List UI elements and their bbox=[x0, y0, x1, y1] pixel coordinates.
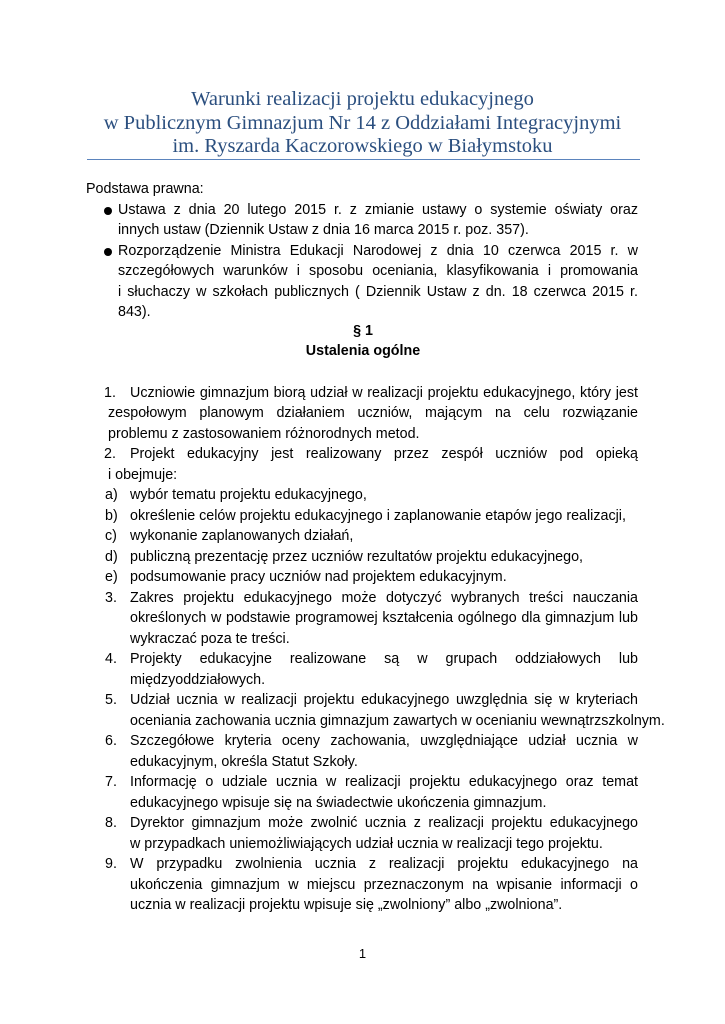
document-title bbox=[60, 88, 665, 159]
legal-basis-line: i słuchaczy w szkołach publicznych ( Dziennik Ustaw z dn. 18 czerwca 2015 r. bbox=[118, 283, 638, 300]
item-label: 2. bbox=[104, 446, 116, 463]
bullet-dot bbox=[104, 207, 112, 215]
title-line-1: Warunki realizacji projektu edukacyjnego bbox=[191, 88, 534, 110]
item-label: 5. bbox=[105, 692, 117, 709]
item-line: W przypadku zwolnienia ucznia z realizacji projektu edukacyjnego na bbox=[130, 856, 638, 873]
item-line: Projekt edukacyjny jest realizowany przez zespół uczniów pod opieką bbox=[130, 446, 638, 463]
item-label: 9. bbox=[105, 856, 117, 873]
legal-basis-heading: Podstawa prawna: bbox=[86, 181, 204, 197]
item-line: w przypadkach uniemożliwiających udział ucznia w realizacji tego projektu. bbox=[130, 835, 603, 852]
item-line: Dyrektor gimnazjum może zwolnić ucznia z realizacji projektu edukacyjnego bbox=[130, 815, 638, 832]
title-line-3: im. Ryszarda Kaczorowskiego w Białymstoku bbox=[172, 135, 553, 157]
item-label: 4. bbox=[105, 651, 117, 668]
legal-basis-line: 843). bbox=[118, 304, 151, 320]
item-line: ukończenia gimnazjum w miejscu przeznaczonym na wpisanie informacji o bbox=[130, 876, 638, 893]
item-line: edukacyjnym, określa Statut Szkoły. bbox=[130, 753, 358, 770]
legal-basis-line: szczegółowych warunków i sposobu oceniania, klasyfikowania i promowania bbox=[118, 263, 638, 279]
item-line: Informację o udziale ucznia w realizacji projektu edukacyjnego oraz temat bbox=[130, 774, 638, 791]
item-line: wykraczać poza te treści. bbox=[130, 630, 290, 647]
item-line: problemu z zastosowaniem różnorodnych metod. bbox=[108, 425, 420, 442]
item-label: a) bbox=[105, 487, 118, 504]
item-line: podsumowanie pracy uczniów nad projektem edukacyjnym. bbox=[130, 569, 507, 586]
item-label: 3. bbox=[105, 589, 117, 606]
item-label: b) bbox=[105, 507, 118, 524]
item-label: e) bbox=[105, 569, 118, 586]
section-title: Ustalenia ogólne bbox=[305, 343, 421, 359]
item-label: 6. bbox=[105, 733, 117, 750]
item-line: wybór tematu projektu edukacyjnego, bbox=[130, 487, 367, 504]
item-label: 7. bbox=[105, 774, 117, 791]
section-number: § 1 bbox=[353, 322, 373, 339]
item-label: c) bbox=[105, 528, 117, 545]
page-number: 1 bbox=[358, 946, 367, 961]
item-line: określenie celów projektu edukacyjnego i zaplanowanie etapów jego realizacji, bbox=[130, 507, 626, 524]
title-underline bbox=[87, 159, 640, 160]
item-label: 1. bbox=[104, 384, 116, 401]
item-line: wykonanie zaplanowanych działań, bbox=[130, 528, 354, 545]
title-line-2: w Publicznym Gimnazjum Nr 14 z Oddziałami Integracyjnymi bbox=[103, 111, 622, 134]
item-label: d) bbox=[105, 548, 118, 565]
item-line: ucznia w realizacji projektu wpisuje się „zwolniony” albo „zwolniona”. bbox=[130, 897, 563, 914]
item-line: Zakres projektu edukacyjnego może dotyczyć wybranych treści nauczania bbox=[130, 589, 638, 606]
item-line: i obejmuje: bbox=[108, 466, 178, 483]
item-line: Projekty edukacyjne realizowane są w grupach oddziałowych lub bbox=[130, 651, 638, 668]
item-line: Udział ucznia w realizacji projektu edukacyjnego uwzględnia się w kryteriach bbox=[130, 692, 638, 709]
item-line: publiczną prezentację przez uczniów rezultatów projektu edukacyjnego, bbox=[130, 548, 583, 565]
bullet-dot bbox=[104, 248, 112, 256]
item-line: edukacyjnego wpisuje się na świadectwie ukończenia gimnazjum. bbox=[130, 794, 547, 811]
legal-basis-line: innych ustaw (Dziennik Ustaw z dnia 16 marca 2015 r. poz. 357). bbox=[118, 222, 529, 238]
item-line: oceniania zachowania ucznia gimnazjum zawartych w ocenianiu wewnątrzszkolnym. bbox=[130, 712, 665, 729]
item-line: Uczniowie gimnazjum biorą udział w realizacji projektu edukacyjnego, który jest bbox=[130, 384, 638, 401]
item-label: 8. bbox=[105, 815, 117, 832]
item-line: zespołowym planowym działaniem uczniów, mającym na celu rozwiązanie bbox=[108, 405, 638, 422]
item-line: Szczegółowe kryteria oceny zachowania, uwzględniające udział ucznia w bbox=[130, 733, 638, 750]
legal-basis-line: Ustawa z dnia 20 lutego 2015 r. z zmianie ustawy o systemie oświaty oraz bbox=[118, 201, 638, 218]
item-line: międzyoddziałowych. bbox=[130, 671, 266, 688]
item-line: określonych w podstawie programowej kształcenia ogólnego dla gimnazjum lub bbox=[130, 610, 638, 627]
legal-basis-line: Rozporządzenie Ministra Edukacji Narodowej z dnia 10 czerwca 2015 r. w bbox=[118, 242, 638, 259]
